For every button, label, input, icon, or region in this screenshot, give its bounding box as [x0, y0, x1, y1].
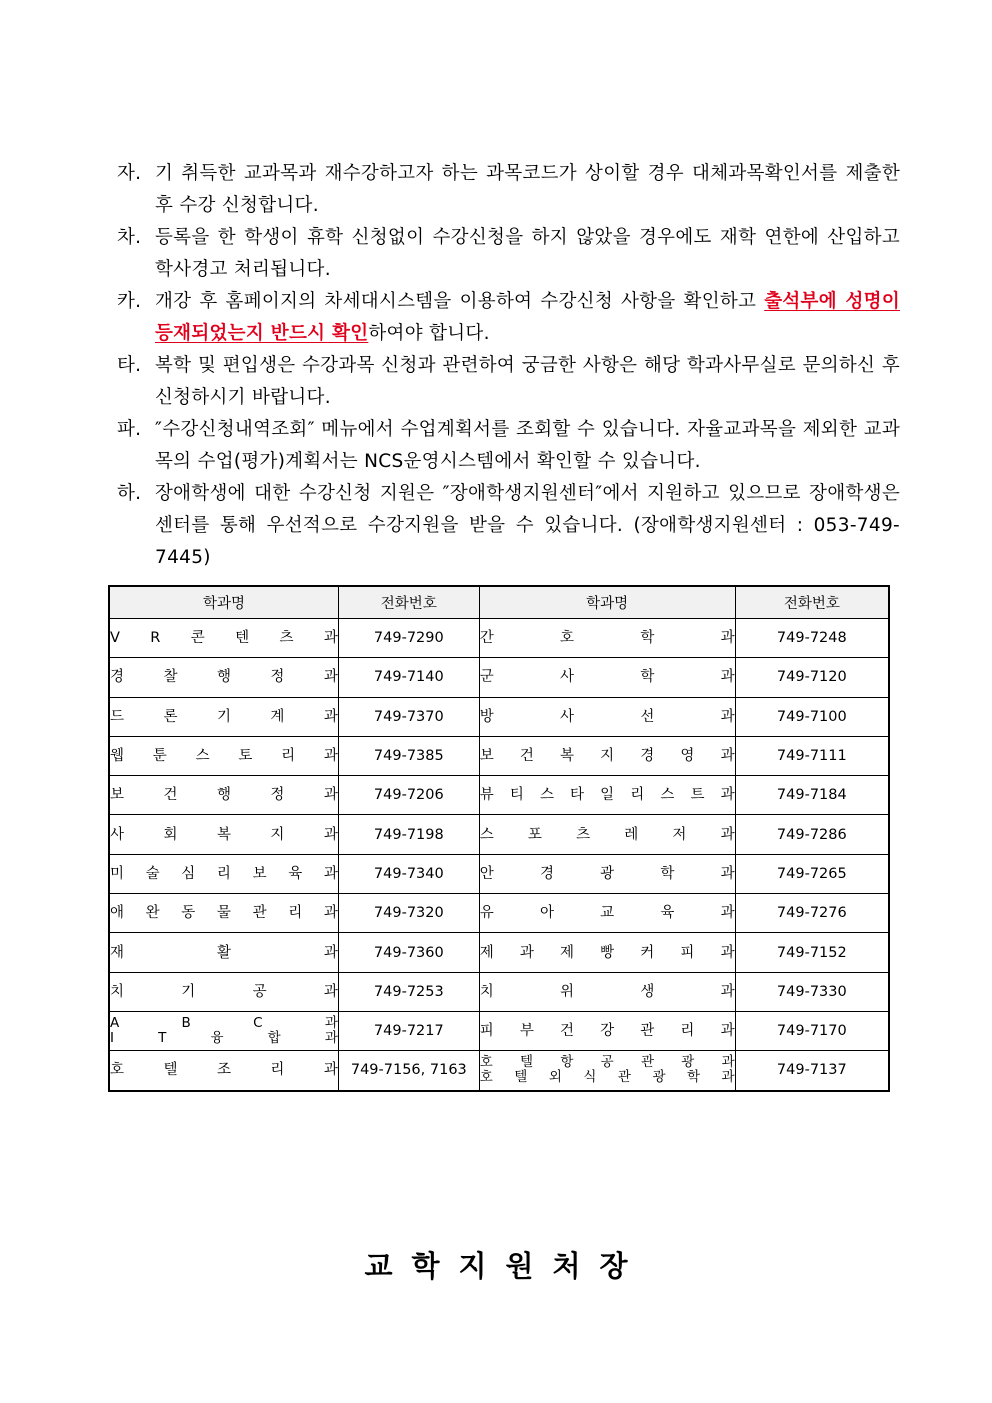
- dept-name-cell: [109, 894, 338, 933]
- dept-name: 제 과 제 빵 커 피 과: [479, 944, 735, 961]
- table-row: [109, 1011, 889, 1050]
- dept-name: 재 활 과: [110, 944, 338, 961]
- table-row: [109, 697, 889, 736]
- dept-name: 방 사 선 과: [479, 708, 735, 725]
- notice-marker: 카.: [117, 291, 142, 312]
- table-body: [109, 619, 889, 1091]
- dept-name: 호 텔 항 공 관 광 과: [479, 1054, 735, 1071]
- notice-item: [117, 478, 900, 574]
- dept-phone: 749-7330: [735, 972, 889, 1011]
- notice-marker: 하.: [117, 483, 142, 504]
- dept-phone: 749-7360: [338, 933, 479, 972]
- table-row: [109, 658, 889, 697]
- dept-name-cell: [479, 854, 735, 893]
- dept-name-cell: [109, 972, 338, 1011]
- dept-phone: 749-7206: [338, 776, 479, 815]
- dept-name-cell: [479, 815, 735, 854]
- dept-name-cell: [479, 697, 735, 736]
- table-row: [109, 1051, 889, 1091]
- notice-text-after: 하여야 합니다.: [368, 323, 490, 344]
- dept-phone: 749-7198: [338, 815, 479, 854]
- dept-name-cell: [479, 736, 735, 775]
- dept-name: 사 회 복 지 과: [110, 826, 338, 843]
- notice-text: 장애학생에 대한 수강신청 지원은 ″장애학생지원센터″에서 지원하고 있으므로 장애학생은 센터를 통해 우선적으로 수강지원을 받을 수 있습니다. (장애학생지원센터 : 053-749-7445): [155, 483, 900, 568]
- notice-item: [117, 222, 900, 286]
- dept-name-cell: [479, 658, 735, 697]
- notice-text: [155, 286, 900, 350]
- department-phone-table: [108, 585, 890, 1092]
- table-row: [109, 972, 889, 1011]
- dept-name-cell: [109, 658, 338, 697]
- dept-name-cell: [479, 1051, 735, 1091]
- table-row: [109, 619, 889, 658]
- dept-name-cell: [109, 854, 338, 893]
- dept-phone: 749-7217: [338, 1011, 479, 1050]
- table-row: [109, 815, 889, 854]
- dept-name: 피 부 건 강 관 리 과: [479, 1023, 735, 1040]
- dept-name: 스 포 츠 레 저 과: [479, 826, 735, 843]
- dept-name: I T 융 합 과: [110, 1030, 338, 1047]
- dept-name-cell: [109, 776, 338, 815]
- dept-phone: 749-7140: [338, 658, 479, 697]
- notice-item: [117, 414, 900, 478]
- attendance-check-highlight: 출석부에 성명이 등재되었는지 반드시 확인: [155, 291, 900, 344]
- dept-name-cell: [109, 1011, 338, 1050]
- dept-phone: 749-7340: [338, 854, 479, 893]
- dept-phone: 749-7100: [735, 697, 889, 736]
- table-row: [109, 776, 889, 815]
- dept-name-cell: [479, 1011, 735, 1050]
- dept-name: 유 아 교 육 과: [479, 905, 735, 922]
- notice-text: ″수강신청내역조회″ 메뉴에서 수업계획서를 조회할 수 있습니다. 자율교과목을 제외한 교과목의 수업(평가)계획서는 NCS운영시스템에서 확인할 수 있습니다.: [155, 419, 900, 472]
- dept-name: 군 사 학 과: [479, 669, 735, 686]
- dept-phone: 749-7248: [735, 619, 889, 658]
- dept-name-cell: [109, 619, 338, 658]
- notice-marker: 파.: [117, 419, 142, 440]
- dept-name: 경 찰 행 정 과: [110, 669, 338, 686]
- table-row: [109, 894, 889, 933]
- dept-name: V R 콘 텐 츠 과: [110, 630, 338, 647]
- dept-phone: 749-7170: [735, 1011, 889, 1050]
- notice-item: [117, 158, 900, 222]
- dept-phone: 749-7320: [338, 894, 479, 933]
- dept-phone: 749-7276: [735, 894, 889, 933]
- dept-phone: 749-7370: [338, 697, 479, 736]
- dept-phone: 749-7253: [338, 972, 479, 1011]
- header-dept-name: 학과명: [479, 586, 735, 619]
- dept-name: 간 호 학 과: [479, 630, 735, 647]
- dept-name: 호 텔 조 리 과: [110, 1062, 338, 1079]
- notice-text: 기 취득한 교과목과 재수강하고자 하는 과목코드가 상이할 경우 대체과목확인서를 제출한 후 수강 신청합니다.: [155, 163, 900, 216]
- dept-name-cell: [109, 815, 338, 854]
- dept-name: 치 위 생 과: [479, 983, 735, 1000]
- dept-name: 미 술 심 리 보 육 과: [110, 865, 338, 882]
- dept-name-cell: [479, 619, 735, 658]
- notice-marker: 타.: [117, 355, 142, 376]
- dept-name-cell: [109, 697, 338, 736]
- dept-phone: 749-7385: [338, 736, 479, 775]
- dept-name: 드 론 기 계 과: [110, 708, 338, 725]
- dept-name: A B C 과: [110, 1015, 338, 1032]
- dept-name: 안 경 광 학 과: [479, 865, 735, 882]
- notice-text: 등록을 한 학생이 휴학 신청없이 수강신청을 하지 않았을 경우에도 재학 연한에 산입하고 학사경고 처리됩니다.: [155, 227, 900, 280]
- dept-name: 뷰 티 스 타 일 리 스 트 과: [479, 787, 735, 804]
- dept-name: 호 텔 외 식 관 광 학 과: [479, 1069, 735, 1086]
- dept-phone: 749-7111: [735, 736, 889, 775]
- notice-marker: 자.: [117, 163, 142, 184]
- dept-phone: 749-7286: [735, 815, 889, 854]
- header-phone: 전화번호: [338, 586, 479, 619]
- notice-marker: 차.: [117, 227, 142, 248]
- dept-name-cell: [109, 736, 338, 775]
- dept-name: 웹 툰 스 토 리 과: [110, 748, 338, 765]
- dept-phone: 749-7152: [735, 933, 889, 972]
- header-dept-name: 학과명: [109, 586, 338, 619]
- dept-name: 보 건 행 정 과: [110, 787, 338, 804]
- dept-name-cell: [109, 1051, 338, 1091]
- dept-name: 애 완 동 물 관 리 과: [110, 905, 338, 922]
- dept-name-cell: [479, 894, 735, 933]
- table-row: [109, 736, 889, 775]
- table-row: [109, 933, 889, 972]
- dept-name-cell: [109, 933, 338, 972]
- notice-text: 복학 및 편입생은 수강과목 신청과 관련하여 궁금한 사항은 해당 학과사무실로 문의하신 후 신청하시기 바랍니다.: [155, 355, 900, 408]
- dept-name: 보 건 복 지 경 영 과: [479, 748, 735, 765]
- notice-list: [117, 158, 900, 574]
- signature-title: 교학지원처장: [364, 1249, 647, 1283]
- dept-phone: 749-7290: [338, 619, 479, 658]
- dept-name-cell: [479, 972, 735, 1011]
- table-row: [109, 854, 889, 893]
- notice-item: [117, 286, 900, 350]
- dept-name: 치 기 공 과: [110, 983, 338, 1000]
- dept-name-cell: [479, 933, 735, 972]
- dept-phone: 749-7265: [735, 854, 889, 893]
- table-header-row: [109, 586, 889, 619]
- dept-phone: 749-7156, 7163: [338, 1051, 479, 1091]
- header-phone: 전화번호: [735, 586, 889, 619]
- notice-item: [117, 350, 900, 414]
- dept-phone: 749-7120: [735, 658, 889, 697]
- notice-text-before: 개강 후 홈페이지의 차세대시스템을 이용하여 수강신청 사항을 확인하고: [155, 291, 765, 312]
- dept-name-cell: [479, 776, 735, 815]
- dept-phone: 749-7184: [735, 776, 889, 815]
- dept-phone: 749-7137: [735, 1051, 889, 1091]
